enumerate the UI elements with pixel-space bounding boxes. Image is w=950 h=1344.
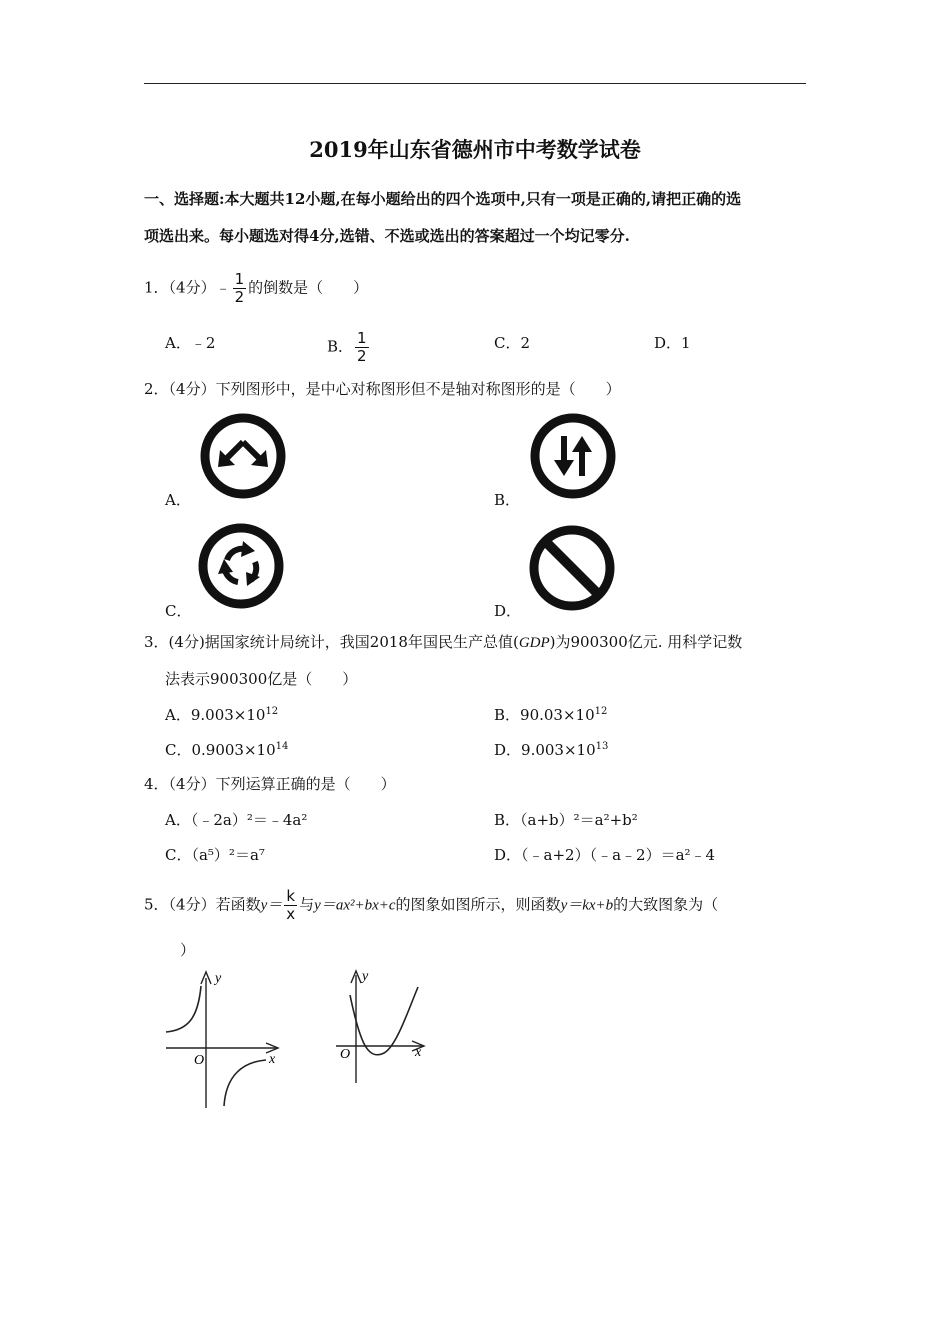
- q4-option-c: C．（a⁵）²＝a⁷: [165, 846, 265, 864]
- section-instructions-line2: 项选出来。每小题选对得4分,选错、不选或选出的答案超过一个均记零分.: [144, 227, 630, 245]
- header-rule: [144, 83, 806, 84]
- question-5-stem-line2: ）: [180, 941, 196, 959]
- q1-option-b: B． $\frac{1}{2}$: [327, 329, 367, 365]
- q3-option-c: C．$0.9003\times 10^{14}$: [165, 741, 289, 759]
- section-instructions-line1: 一、选择题:本大题共12小题,在每小题给出的四个选项中,只有一项是正确的,请把正确的选: [144, 190, 742, 208]
- roundabout-sign-icon: [197, 522, 285, 610]
- q3-option-b: B．$90.03\times 10^{12}$: [494, 706, 608, 724]
- two-way-traffic-sign-icon: [529, 412, 617, 500]
- question-1-stem: [144, 272, 368, 305]
- q1-option-d: D．1: [654, 334, 691, 352]
- q4-option-d: D．（﹣a+2）（﹣a﹣2）＝a²﹣4: [494, 846, 716, 864]
- graph2-y-label: y: [362, 969, 369, 984]
- q1-option-c: C．2: [494, 334, 531, 352]
- q1-stem-prefix: 1．（4分）﹣: [144, 278, 231, 297]
- q1-option-a: A．﹣2: [165, 334, 216, 352]
- q1-stem-suffix: 的倒数是（ ）: [248, 278, 369, 297]
- q5-fraction: $\frac{k}{x}$: [286, 887, 296, 923]
- q3-option-a: A．$9.003\times 10^{12}$: [165, 706, 279, 724]
- q1-fraction: $\frac{1}{2}$: [234, 270, 245, 306]
- q4-option-b: B．（a+b）²＝a²+b²: [494, 811, 638, 829]
- page-title: 2019年山东省德州市中考数学试卷: [309, 137, 641, 162]
- question-2-stem: 2．（4分）下列图形中，是中心对称图形但不是轴对称图形的是（ ）: [144, 380, 621, 398]
- graph1-y-label: y: [215, 971, 222, 986]
- question-4-stem: 4．（4分）下列运算正确的是（ ）: [144, 775, 396, 793]
- graph2-x-label: x: [415, 1045, 422, 1060]
- no-entry-prohibition-sign-icon: [528, 524, 616, 612]
- question-3-stem-line1: 3．(4分)据国家统计局统计，我国2018年国民生产总值(GDP)为900300亿元. 用科学记数: [144, 633, 743, 651]
- q2-option-d-label: D．: [494, 602, 522, 620]
- question-3-stem-line2: 法表示900300亿是（ ）: [165, 670, 358, 688]
- q2-option-b-label: B．: [494, 491, 521, 509]
- q3-option-d: D．$9.003\times 10^{13}$: [494, 741, 609, 759]
- q4-option-a: A．（﹣2a）²＝﹣4a²: [165, 811, 308, 829]
- q3-gdp-term: GDP: [518, 635, 550, 651]
- diagonal-arrows-sign-icon: [199, 412, 287, 500]
- hyperbola-graph: [160, 968, 290, 1113]
- graph1-origin-label: O: [194, 1053, 205, 1068]
- parabola-graph: [330, 963, 440, 1088]
- question-5-stem: 5．（4分）若函数y＝ $\frac{k}{x}$ 与y＝ax²+bx+c的图象如图所示，则函数y＝kx+b的大致图象为（: [144, 887, 719, 923]
- q1-option-b-fraction: $\frac{1}{2}$: [357, 329, 367, 365]
- q2-option-a-label: A．: [165, 491, 191, 509]
- graph2-origin-label: O: [340, 1047, 351, 1062]
- q2-option-c-label: C．: [165, 602, 192, 620]
- graph1-x-label: x: [269, 1052, 276, 1067]
